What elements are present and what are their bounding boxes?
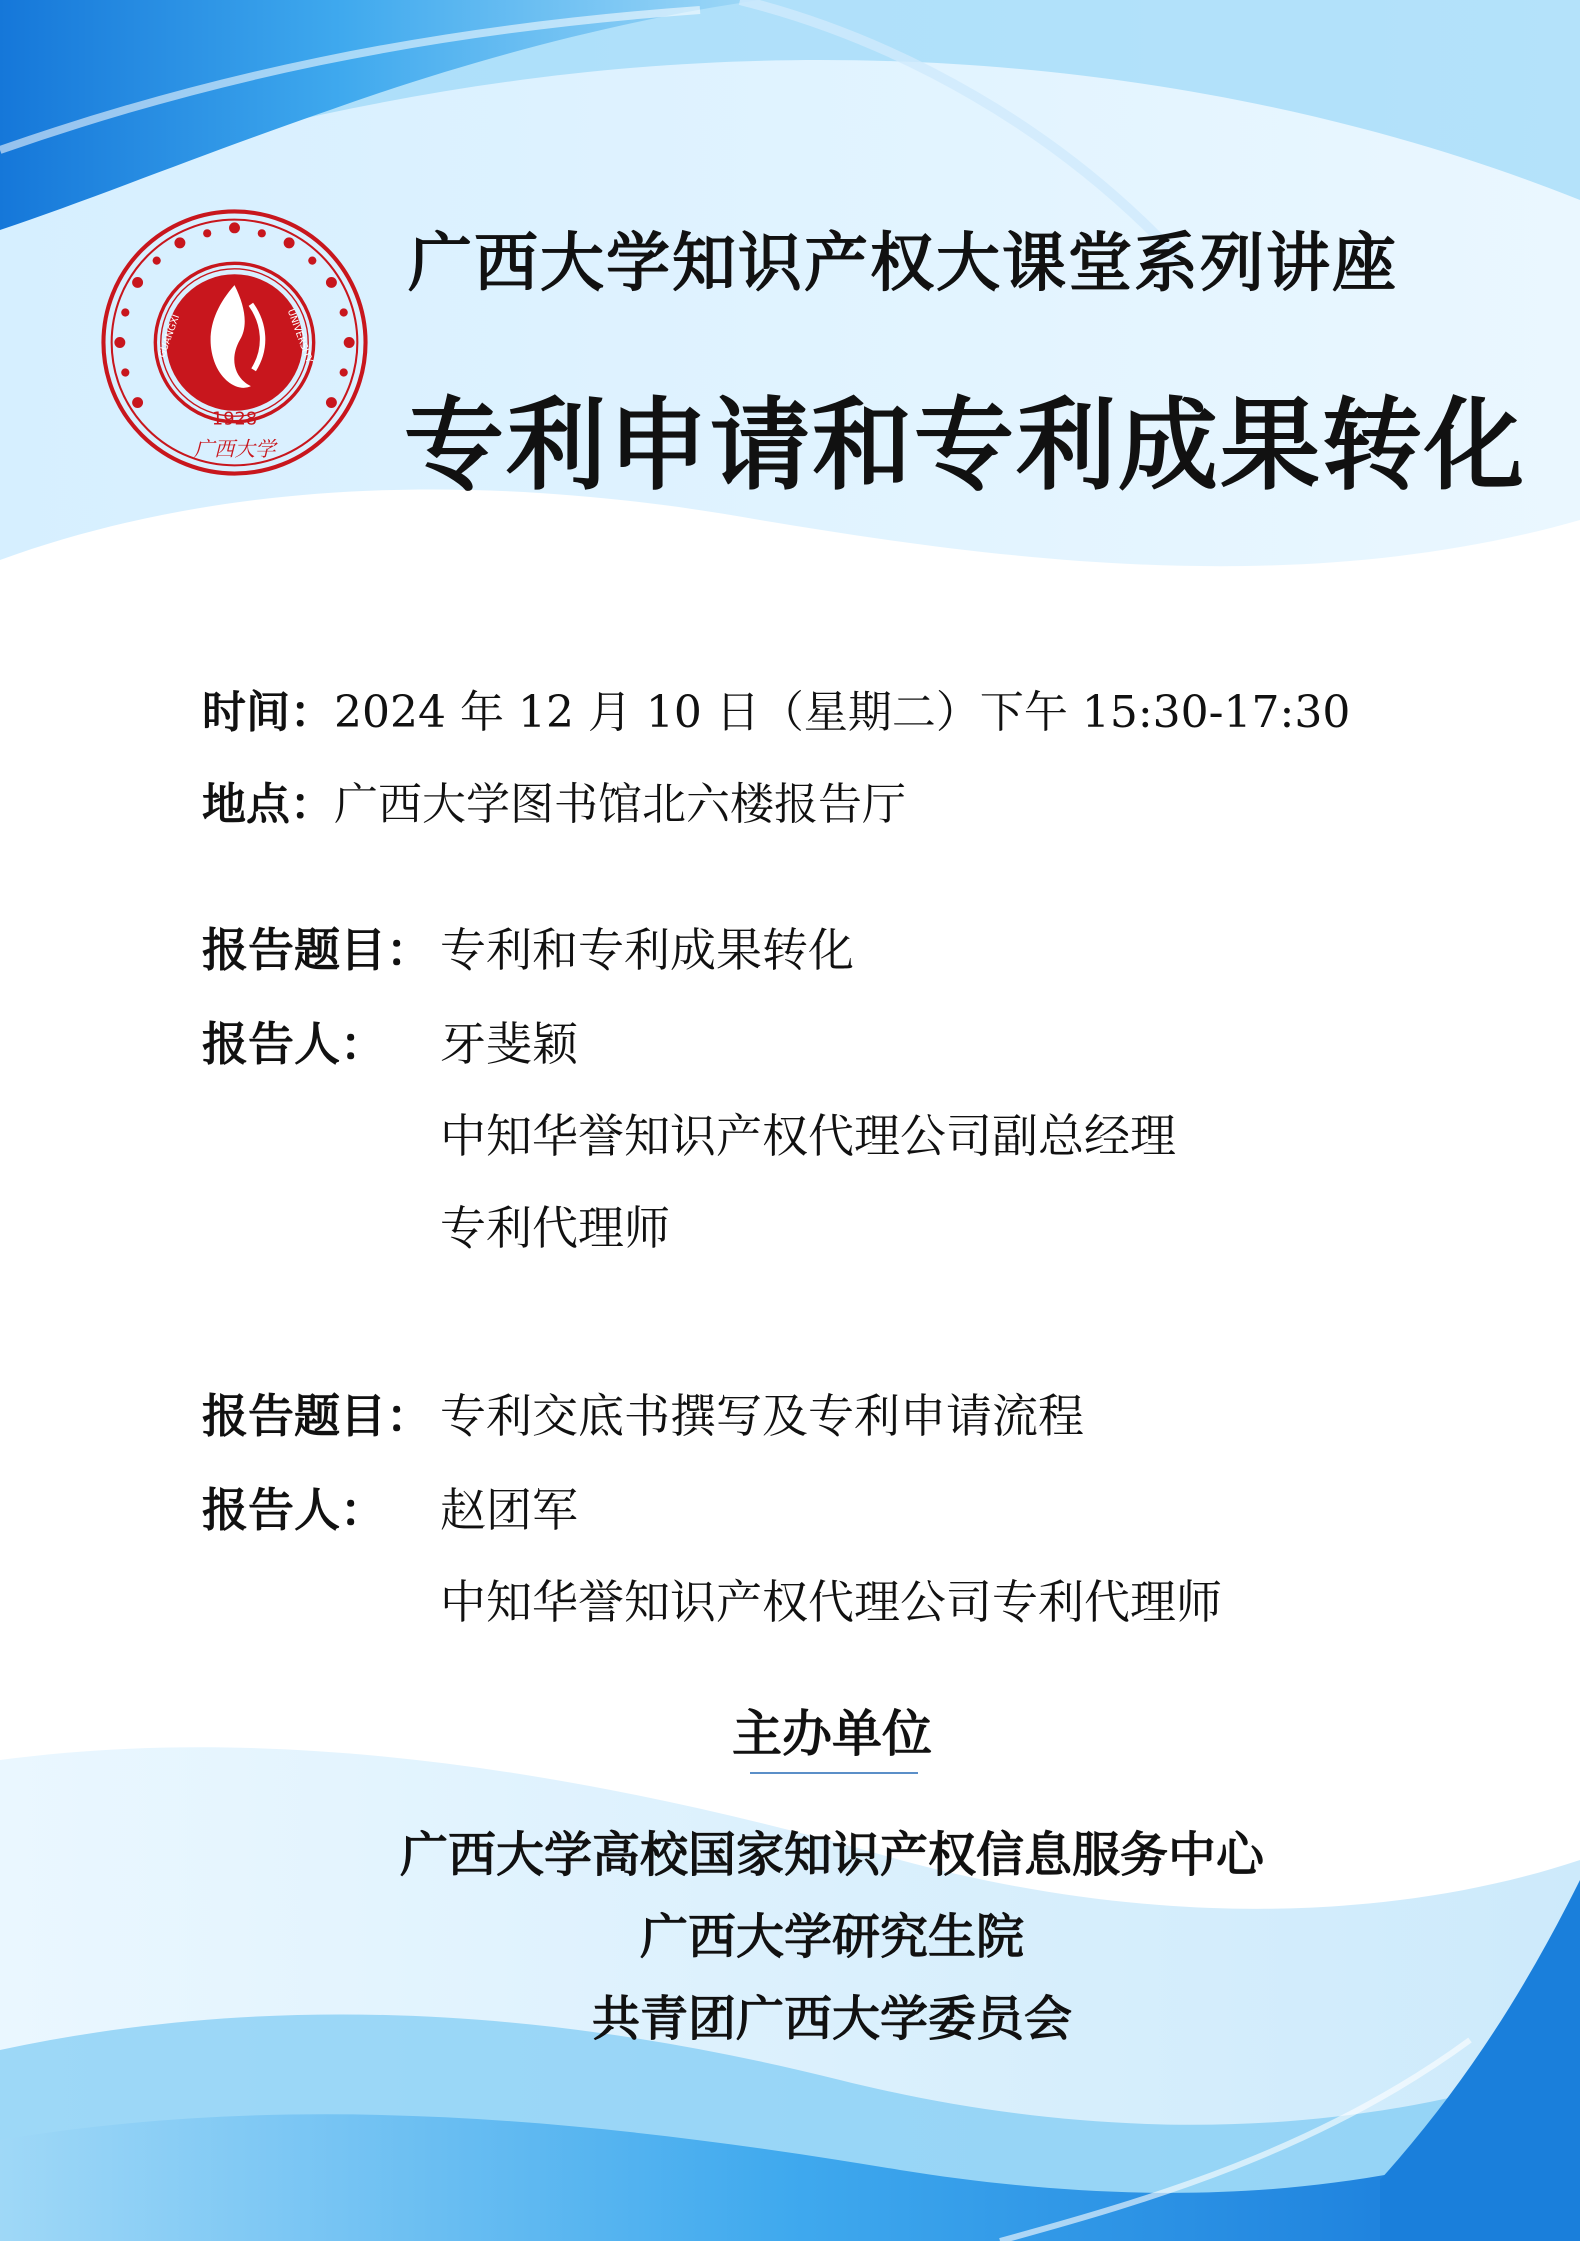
time-row <box>202 676 1350 740</box>
seal-en-left: GUANGXI <box>156 313 183 360</box>
seal-name: 广西大学 <box>193 436 276 461</box>
time-label: 时间： <box>202 687 334 738</box>
talk1-topic-label: 报告题目： <box>202 923 432 977</box>
organizers-heading: 主办单位 <box>732 1705 932 1763</box>
place-value: 广西大学图书馆北六楼报告厅 <box>334 779 906 830</box>
talk1-title-2: 专利代理师 <box>440 1201 670 1255</box>
seal-year: 1928 <box>211 409 258 430</box>
talk1-speaker-label: 报告人： <box>202 1017 386 1071</box>
organizer-2: 广西大学研究生院 <box>639 1909 1024 1965</box>
time-value: 2024 年 12 月 10 日（星期二）下午 15:30-17:30 <box>334 687 1351 738</box>
talk2-title-1: 中知华誉知识产权代理公司专利代理师 <box>440 1575 1222 1629</box>
talk1-title-1: 中知华誉知识产权代理公司副总经理 <box>440 1109 1176 1163</box>
seal-en-right: UNIVERSITY <box>284 307 315 365</box>
place-row <box>202 768 906 832</box>
talk1-speaker: 牙斐颖 <box>440 1017 578 1071</box>
organizers-divider <box>750 1772 918 1774</box>
organizer-3: 共青团广西大学委员会 <box>591 1991 1072 2047</box>
talk2-speaker: 赵团军 <box>440 1483 578 1537</box>
series-title: 广西大学知识产权大课堂系列讲座 <box>408 227 1398 301</box>
talk2-topic: 专利交底书撰写及专利申请流程 <box>440 1389 1084 1443</box>
talk2-topic-label: 报告题目： <box>202 1389 432 1443</box>
place-label: 地点： <box>202 779 334 830</box>
main-title: 专利申请和专利成果转化 <box>404 387 1526 504</box>
organizer-1: 广西大学高校国家知识产权信息服务中心 <box>399 1827 1264 1883</box>
talk2-speaker-label: 报告人： <box>202 1483 386 1537</box>
talk1-topic: 专利和专利成果转化 <box>440 923 854 977</box>
university-seal-logo <box>98 206 371 479</box>
